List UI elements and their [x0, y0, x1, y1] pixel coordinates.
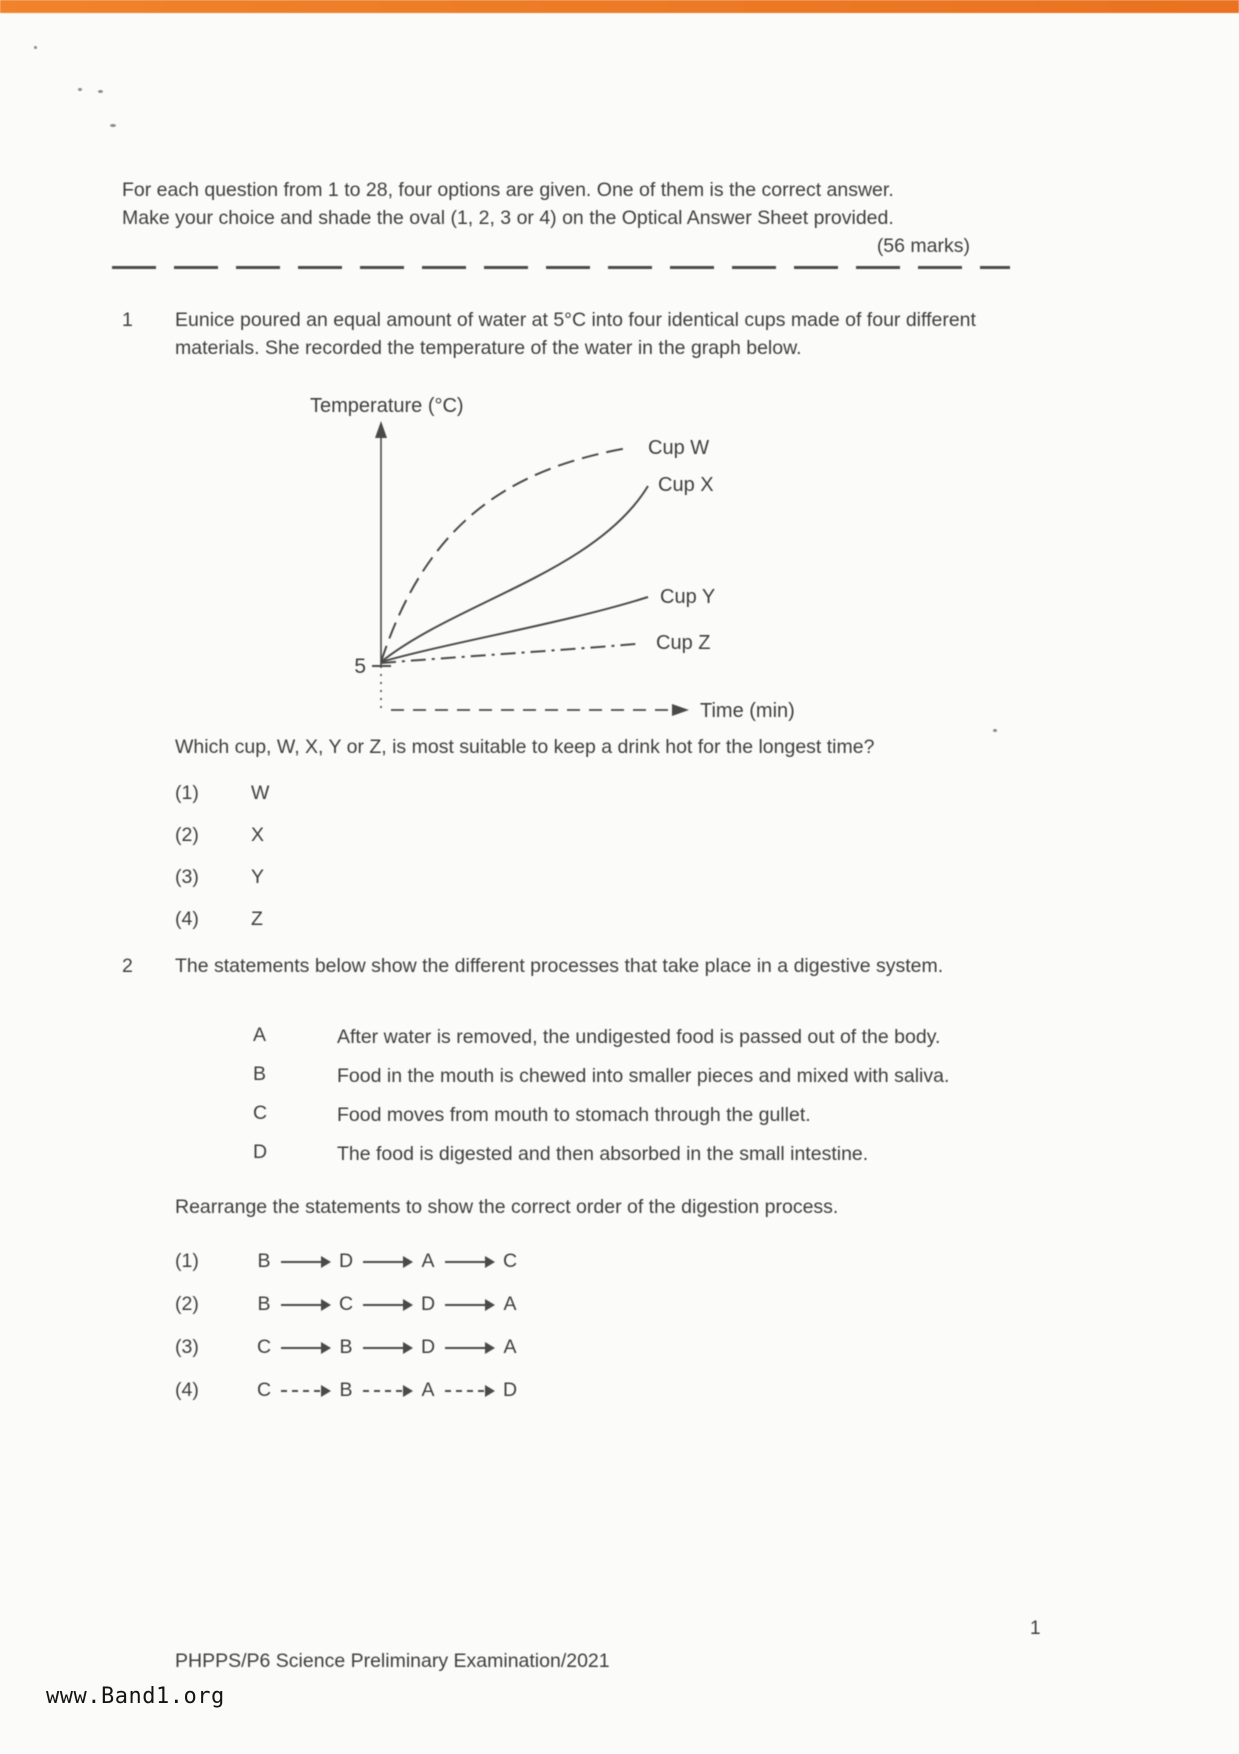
sequence-letter: B	[257, 1293, 271, 1315]
label-cup-y: Cup Y	[660, 586, 716, 608]
label-cup-z: Cup Z	[656, 632, 711, 654]
sequence-letter: B	[257, 1250, 271, 1272]
option-number: (4)	[175, 1379, 199, 1401]
sequence-letter: A	[421, 1250, 435, 1272]
statement-row	[253, 1141, 1001, 1167]
option-row	[175, 1369, 519, 1412]
scan-artifact	[98, 90, 103, 93]
option-number: (3)	[175, 866, 199, 888]
option-label: W	[251, 782, 270, 804]
question-1	[122, 306, 988, 362]
curve-cup-x	[381, 486, 648, 662]
sequence-letter: A	[503, 1293, 517, 1315]
question-1-number: 1	[122, 309, 133, 331]
option-number: (2)	[175, 824, 199, 846]
statement-label: D	[253, 1141, 268, 1163]
graph-x-axis-arrow-icon	[672, 704, 689, 716]
question-1-prompt: Which cup, W, X, Y or Z, is most suitable to keep a drink hot for the longest time?	[175, 736, 875, 758]
graph-y-axis-label: Temperature (°C)	[310, 395, 464, 417]
top-color-bar	[0, 0, 1239, 13]
scan-artifact	[993, 729, 997, 732]
right-arrow-icon	[445, 1347, 493, 1349]
option-row	[175, 782, 269, 824]
sequence-letter: B	[339, 1379, 353, 1401]
option-label: Y	[251, 866, 265, 888]
label-cup-w: Cup W	[648, 437, 710, 459]
question-2-number: 2	[122, 955, 133, 977]
page-number: 1	[1030, 1618, 1041, 1639]
right-arrow-icon	[281, 1261, 329, 1263]
option-label: X	[251, 824, 265, 846]
right-arrow-icon	[363, 1347, 411, 1349]
statement-label: B	[253, 1063, 267, 1085]
label-cup-x: Cup X	[658, 474, 714, 496]
sequence-letter: C	[256, 1336, 272, 1358]
question-2-prompt: Rearrange the statements to show the correct order of the digestion process.	[175, 1196, 839, 1218]
option-number: (3)	[175, 1336, 199, 1358]
statement-row	[253, 1102, 1001, 1128]
sequence-letter: A	[421, 1379, 435, 1401]
statement-text: The food is digested and then absorbed in the small intestine.	[337, 1143, 869, 1165]
instructions-line-1: For each question from 1 to 28, four options are given. One of them is the correct answer.	[122, 179, 894, 201]
option-row	[175, 1240, 519, 1283]
option-number: (1)	[175, 782, 199, 804]
right-arrow-icon	[445, 1304, 493, 1306]
scan-artifact	[34, 46, 37, 49]
sequence-letter: C	[256, 1379, 272, 1401]
instructions-block	[122, 176, 970, 260]
sequence-letter: D	[338, 1250, 354, 1272]
statement-text: After water is removed, the undigested food is passed out of the body.	[337, 1026, 941, 1048]
statement-row	[253, 1063, 1001, 1089]
statements-list	[253, 1024, 1001, 1180]
statement-label: A	[253, 1024, 267, 1046]
scan-artifact	[78, 88, 82, 91]
marks-total: (56 marks)	[876, 235, 970, 257]
graph-x-axis-label: Time (min)	[700, 700, 795, 722]
right-arrow-icon	[281, 1304, 329, 1306]
footer-doc-ref: PHPPS/P6 Science Preliminary Examination/2021	[175, 1650, 610, 1672]
sequence-letter: C	[338, 1293, 354, 1315]
sequence-letter: D	[420, 1336, 436, 1358]
statement-text: Food in the mouth is chewed into smaller pieces and mixed with saliva.	[337, 1065, 950, 1087]
option-row	[175, 908, 269, 950]
question-2-text: The statements below show the different processes that take place in a digestive system.	[175, 955, 944, 977]
right-arrow-icon	[281, 1347, 329, 1349]
section-divider	[112, 266, 1010, 269]
option-number: (1)	[175, 1250, 199, 1272]
sequence-letter: D	[420, 1293, 436, 1315]
option-row	[175, 824, 269, 866]
instructions-line-2: Make your choice and shade the oval (1, 2, 3 or 4) on the Optical Answer Sheet provided.	[122, 207, 894, 229]
option-label: Z	[251, 908, 263, 930]
right-arrow-icon	[281, 1390, 329, 1392]
sequence-letter: D	[502, 1379, 518, 1401]
question-2-options	[175, 1240, 519, 1412]
right-arrow-icon	[363, 1390, 411, 1392]
question-1-options	[175, 782, 269, 950]
right-arrow-icon	[445, 1390, 493, 1392]
option-number: (2)	[175, 1293, 199, 1315]
graph-origin-label: 5	[354, 655, 366, 678]
statement-text: Food moves from mouth to stomach through the gullet.	[337, 1104, 811, 1126]
watermark-url: www.Band1.org	[46, 1684, 225, 1709]
sequence-letter: B	[339, 1336, 353, 1358]
option-row	[175, 866, 269, 908]
option-row	[175, 1283, 519, 1326]
option-row	[175, 1326, 519, 1369]
question-1-text: Eunice poured an equal amount of water at 5°C into four identical cups made of four different materials. She recorded the temperature of the water in the graph below.	[175, 309, 976, 359]
sequence-letter: A	[503, 1336, 517, 1358]
option-number: (4)	[175, 908, 199, 930]
sequence-letter: C	[502, 1250, 518, 1272]
scan-artifact	[110, 124, 116, 127]
right-arrow-icon	[363, 1261, 411, 1263]
right-arrow-icon	[363, 1304, 411, 1306]
question-2	[122, 952, 952, 980]
statement-row	[253, 1024, 1001, 1050]
right-arrow-icon	[445, 1261, 493, 1263]
curve-cup-w	[381, 448, 628, 662]
statement-label: C	[253, 1102, 268, 1124]
temperature-graph	[296, 390, 841, 735]
curve-cup-z	[381, 644, 636, 663]
